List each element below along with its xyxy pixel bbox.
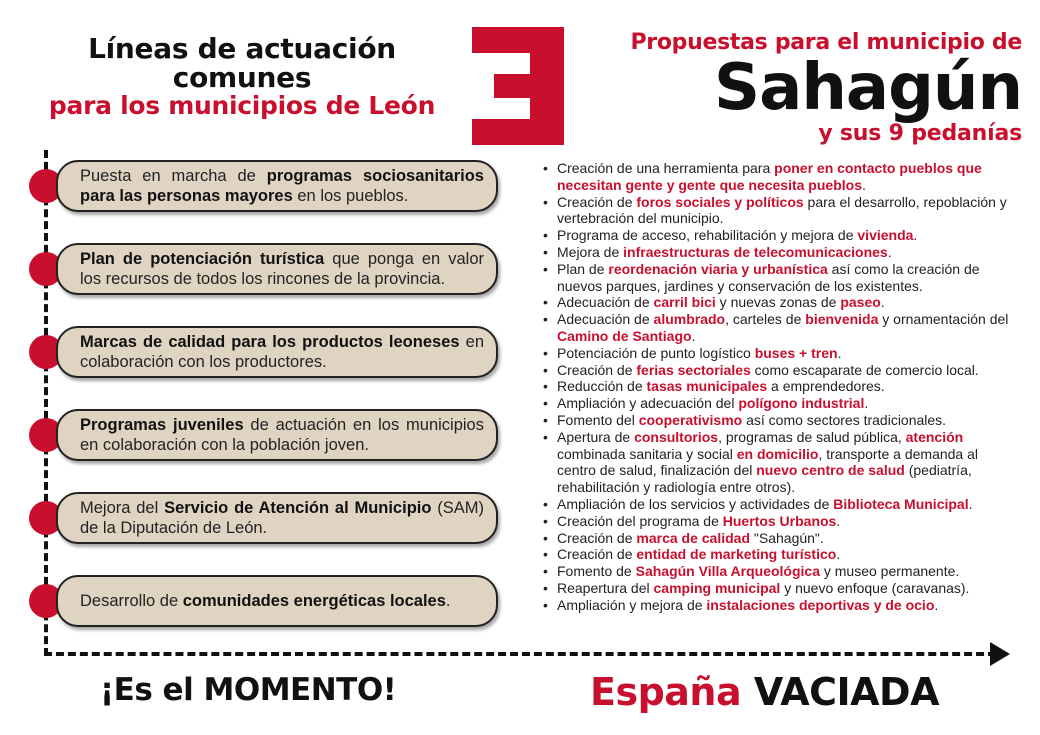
proposal-item bbox=[540, 362, 1015, 379]
footer-slogan: ¡Es el MOMENTO! bbox=[100, 672, 397, 708]
proposal-text: como escaparate de comercio local. bbox=[750, 361, 979, 378]
proposal-item bbox=[540, 530, 1015, 547]
espana-vaciada-e-logo-icon bbox=[472, 27, 564, 145]
common-line-card bbox=[56, 160, 498, 212]
common-line-card bbox=[56, 326, 498, 378]
proposal-text: , programas de salud pública, bbox=[718, 428, 906, 445]
proposal-highlight: bienvenida bbox=[805, 311, 879, 328]
timeline-vertical-axis bbox=[44, 150, 48, 656]
proposal-text: y ornamentación del bbox=[878, 311, 1009, 328]
proposal-text: Fomento de bbox=[557, 563, 636, 580]
proposal-text: Reapertura del bbox=[557, 579, 654, 596]
card-text: (SAM) de la Diputación de León. bbox=[80, 499, 484, 537]
proposal-text: . bbox=[864, 395, 869, 412]
proposal-text: Adecuación de bbox=[557, 311, 654, 328]
proposal-item bbox=[540, 412, 1015, 429]
proposal-text: para el desarrollo, repoblación y vertebración del municipio. bbox=[557, 193, 1007, 227]
proposal-highlight: ferias sectoriales bbox=[636, 361, 751, 378]
proposal-item bbox=[540, 294, 1015, 311]
footer-brand bbox=[590, 670, 939, 714]
proposal-text: Creación de bbox=[557, 361, 637, 378]
proposal-highlight: atención bbox=[905, 428, 964, 445]
proposal-text: a emprendedores. bbox=[767, 378, 885, 395]
card-text-bold: Servicio de Atención al Municipio bbox=[164, 499, 432, 517]
proposal-text: Mejora de bbox=[557, 243, 624, 260]
proposal-highlight: polígono industrial bbox=[738, 395, 865, 412]
proposal-highlight: Sahagún Villa Arqueológica bbox=[635, 563, 820, 580]
proposal-item bbox=[540, 378, 1015, 395]
footer-brand-vaciada: VACIADA bbox=[753, 670, 939, 714]
proposal-text: y nuevas zonas de bbox=[715, 294, 841, 311]
card-text: que ponga en valor los recursos de todos los rincones de la provincia. bbox=[80, 250, 484, 288]
common-line-card bbox=[56, 243, 498, 295]
proposal-text: Ampliación de los servicios y actividades de bbox=[557, 495, 834, 512]
card-text-bold: Programas juveniles bbox=[80, 416, 244, 434]
proposal-item bbox=[540, 580, 1015, 597]
proposal-text: Ampliación y adecuación del bbox=[557, 395, 739, 412]
proposal-highlight: alumbrado bbox=[653, 311, 726, 328]
proposal-highlight: Biblioteca Municipal bbox=[833, 495, 969, 512]
proposal-text: y museo permanente. bbox=[819, 563, 960, 580]
proposal-item bbox=[540, 513, 1015, 530]
proposal-item bbox=[540, 563, 1015, 580]
proposal-item bbox=[540, 311, 1015, 345]
proposal-item bbox=[540, 395, 1015, 412]
proposal-text: "Sahagún". bbox=[750, 529, 824, 546]
common-line-card bbox=[56, 492, 498, 544]
proposal-item bbox=[540, 496, 1015, 513]
header-right-post: y sus 9 pedanías bbox=[818, 121, 1022, 146]
proposal-highlight: infraestructuras de telecomunicaciones bbox=[623, 243, 888, 260]
footer-brand-espana: España bbox=[590, 670, 742, 714]
proposal-item bbox=[540, 429, 1015, 496]
proposal-item bbox=[540, 194, 1015, 228]
card-text: Puesta en marcha de bbox=[80, 167, 267, 185]
proposal-text: . bbox=[887, 243, 892, 260]
proposal-text: Fomento del bbox=[557, 411, 639, 428]
proposal-highlight: tasas municipales bbox=[646, 378, 768, 395]
proposal-text: , transporte a demanda al centro de salud, finalización del bbox=[557, 445, 978, 479]
timeline-horizontal-axis bbox=[44, 652, 996, 656]
proposal-text: , carteles de bbox=[725, 311, 806, 328]
proposal-highlight: instalaciones deportivas y de ocio bbox=[706, 596, 935, 613]
proposal-highlight: cooperativismo bbox=[638, 411, 743, 428]
proposal-text: . bbox=[861, 176, 866, 193]
proposal-highlight: Huertos Urbanos bbox=[722, 512, 837, 529]
proposal-text: . bbox=[691, 327, 696, 344]
card-text-bold: Plan de potenciación turística bbox=[80, 250, 325, 268]
proposal-item bbox=[540, 546, 1015, 563]
proposal-text: Creación de bbox=[557, 546, 637, 563]
header-right-pre: Propuestas para el municipio de bbox=[630, 30, 1022, 55]
proposal-text: Creación de una herramienta para bbox=[557, 160, 775, 176]
card-text: de actuación en los municipios en colaboración con la población joven. bbox=[80, 416, 484, 454]
proposal-text: Creación de bbox=[557, 193, 637, 210]
proposal-text: Adecuación de bbox=[557, 294, 654, 311]
proposal-text: . bbox=[880, 294, 885, 311]
proposal-highlight: paseo bbox=[840, 294, 881, 311]
proposal-highlight: nuevo centro de salud bbox=[756, 462, 905, 479]
card-text: Mejora del bbox=[80, 499, 165, 517]
proposal-item bbox=[540, 160, 1015, 194]
proposal-highlight: Camino de Santiago bbox=[557, 327, 692, 344]
proposal-highlight: buses + tren bbox=[754, 344, 838, 361]
proposal-highlight: foros sociales y políticos bbox=[636, 193, 804, 210]
card-text: en los pueblos. bbox=[292, 187, 409, 205]
proposal-text: Creación de bbox=[557, 529, 637, 546]
proposal-text: Creación del programa de bbox=[557, 512, 723, 529]
arrow-right-icon bbox=[990, 642, 1010, 666]
proposal-item bbox=[540, 244, 1015, 261]
proposal-text: Apertura de bbox=[557, 428, 635, 445]
proposal-item bbox=[540, 345, 1015, 362]
proposal-item bbox=[540, 261, 1015, 295]
proposal-text: . bbox=[836, 546, 841, 563]
proposal-highlight: camping municipal bbox=[653, 579, 781, 596]
header-right bbox=[582, 30, 1022, 146]
proposals-list bbox=[540, 160, 1015, 614]
card-text-bold: Marcas de calidad para los productos leoneses bbox=[80, 333, 460, 351]
proposal-item bbox=[540, 597, 1015, 614]
card-text-bold: programas sociosanitarios para las personas mayores bbox=[80, 167, 484, 205]
proposal-highlight: consultorios bbox=[634, 428, 719, 445]
common-line-card bbox=[56, 409, 498, 461]
proposal-text: . bbox=[913, 227, 918, 244]
proposal-text: . bbox=[836, 512, 841, 529]
proposal-text: así como la creación de nuevos parques, jardines y conservación de los existentes. bbox=[557, 260, 980, 294]
proposal-text: combinada sanitaria y social bbox=[557, 445, 737, 462]
town-name: Sahagún bbox=[714, 51, 1022, 125]
proposal-text: Programa de acceso, rehabilitación y mejora de bbox=[557, 227, 858, 244]
proposal-text: . bbox=[837, 344, 842, 361]
header-left-line1: Líneas de actuación comunes bbox=[88, 32, 396, 95]
proposal-highlight: entidad de marketing turístico bbox=[636, 546, 837, 563]
proposal-text: y nuevo enfoque (caravanas). bbox=[780, 579, 970, 596]
proposal-text: así como sectores tradicionales. bbox=[742, 411, 947, 428]
header-left-line2: para los municipios de León bbox=[48, 90, 436, 120]
proposal-highlight: reordenación viaria y urbanística bbox=[608, 260, 828, 277]
proposal-text: . bbox=[968, 495, 973, 512]
proposal-text: Potenciación de punto logístico bbox=[557, 344, 755, 361]
proposal-text: Reducción de bbox=[557, 378, 647, 395]
card-text-bold: comunidades energéticas locales bbox=[182, 592, 446, 610]
card-text: en colaboración con los productores. bbox=[80, 333, 485, 371]
proposal-highlight: vivienda bbox=[857, 227, 914, 244]
header-left bbox=[22, 34, 462, 119]
proposal-text: (pediatría, rehabilitación y radiología entre otros). bbox=[557, 462, 972, 496]
proposal-text: . bbox=[934, 596, 939, 613]
common-line-card bbox=[56, 575, 498, 627]
proposal-text: Plan de bbox=[557, 260, 609, 277]
proposal-text: Ampliación y mejora de bbox=[557, 596, 707, 613]
proposal-item bbox=[540, 227, 1015, 244]
proposal-highlight: marca de calidad bbox=[636, 529, 751, 546]
proposal-highlight: en domicilio bbox=[736, 445, 819, 462]
card-text: . bbox=[445, 592, 451, 610]
card-text: Desarrollo de bbox=[80, 592, 183, 610]
proposal-highlight: poner en contacto pueblos que necesitan gente y gente que necesita pueblos bbox=[557, 160, 982, 193]
proposal-highlight: carril bici bbox=[653, 294, 716, 311]
